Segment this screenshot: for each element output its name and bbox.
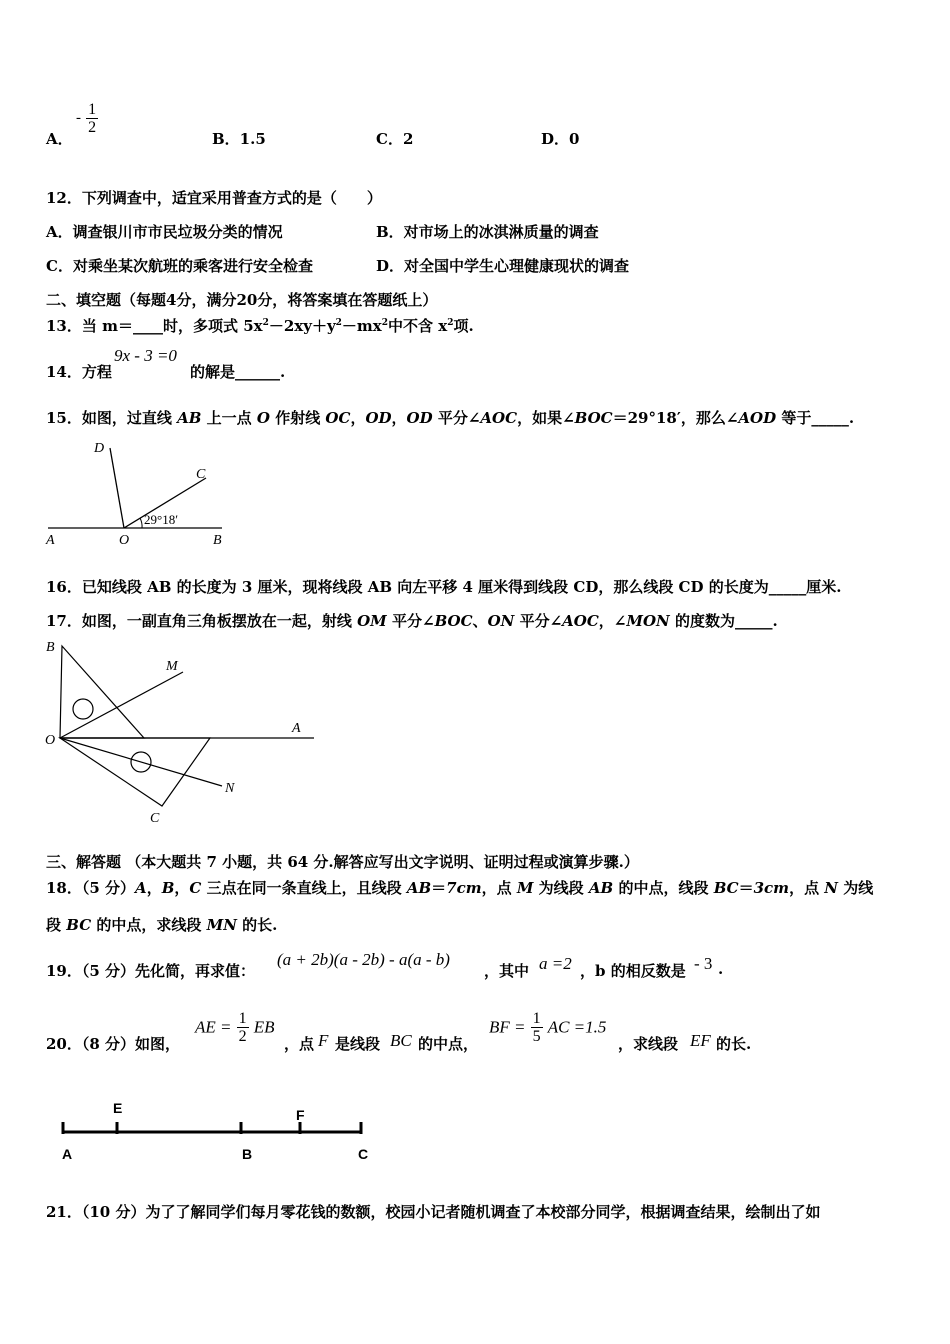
q20-label-c: C [358,1146,369,1162]
q20-text-4: ，求线段 [618,1035,679,1053]
q20-equation-1: AE = $\frac{1}{2}$ EB [195,1010,275,1045]
q17-label-b: B [46,640,55,655]
q11-option-d: D．0 [541,130,580,148]
q15-label-d: D [94,441,105,456]
q15-stem: 15．如图，过直线 AB 上一点 O 作射线 OC，OD，OD 平分∠AOC，如果∠BOC＝29°18′，那么∠AOD 等于_____. [46,409,855,427]
q17-stem: 17．如图，一副直角三角板摆放在一起，射线 OM 平分∠BOC、ON 平分∠AOC，∠MON 的度数为_____. [46,612,778,630]
q12-option-b: B．对市场上的冰淇淋质量的调查 [376,223,599,241]
q20-text-1: ，点 [284,1035,315,1053]
q12-option-c: C．对乘坐某次航班的乘客进行安全检查 [46,257,313,275]
q13: 13．当 m＝____时，多项式 $5x^2-2xy+y^2-mx^2$中不含 $x^2$项. [46,317,474,335]
q19-prefix: 19．（5 分）先化简，再求值： [46,962,256,980]
q20-label-f: F [296,1107,305,1123]
section-2-heading: 二、填空题（每题4分，满分20分，将答案填在答题纸上） [46,291,438,309]
q20-label-b: B [242,1146,253,1162]
q20-text-5: 的长. [716,1035,752,1053]
q20-text-2: 是线段 [335,1035,381,1053]
q18-line-1: 18．（5 分）A，B，C 三点在同一条直线上，且线段 AB＝7cm，点 M 为线段 AB 的中点，线段 BC＝3cm，点 N 为线 [46,879,874,897]
q17-label-a: A [292,721,301,736]
q20-text-3: 的中点， [418,1035,479,1053]
fraction: $\frac{1}{2}$ [238,1010,247,1045]
q20-equation-2: BF = $\frac{1}{5}$ AC =1.5 [489,1010,607,1045]
q15-label-c: C [196,467,206,482]
q21: 21．（10 分）为了了解同学们每月零花钱的数额，校园小记者随机调查了本校部分同学，根据调查结果，绘制出了如 [46,1203,821,1221]
q14-prefix: 14．方程 [46,363,112,381]
q17-label-m: M [166,659,178,674]
section-3-heading: 三、解答题 （本大题共 7 小题，共 64 分.解答应写出文字说明、证明过程或演算步骤.） [46,853,639,871]
q20-var-f: F [318,1031,329,1050]
q19-end: . [718,960,724,978]
q11-option-a: A． [46,130,73,148]
q20-var-ef: EF [690,1031,711,1050]
q15-label-o: O [119,533,130,548]
q14-equation: 9x - 3 =0 [114,346,177,365]
q19-condition: a =2 [539,954,572,973]
q16: 16．已知线段 AB 的长度为 3 厘米，现将线段 AB 向左平移 4 厘米得到线段 CD，那么线段 CD 的长度为_____厘米. [46,578,842,596]
q18-line-2: 段 BC 的中点，求线段 MN 的长. [46,916,278,934]
q12-stem: 12．下列调查中，适宜采用普查方式的是（ ） [46,189,382,207]
q19-expression: (a + 2b)(a - 2b) - a(a - b) [277,950,450,969]
q19-mid-2: ，b 的相反数是 [580,962,686,980]
q15-label-angle: 29°18′ [144,512,179,527]
q12-option-a: A．调查银川市市民垃圾分类的情况 [46,223,283,241]
q14-suffix: 的解是______. [190,363,286,381]
q11-option-a-value: - $\frac{1}{2}$ [76,101,97,136]
q19-value: - 3 [694,954,713,973]
q15-label-a: A [46,533,55,548]
q12-option-d: D．对全国中学生心理健康现状的调查 [376,257,630,275]
q20-prefix: 20．（8 分）如图， [46,1035,181,1053]
q20-var-bc: BC [390,1031,412,1050]
q11-option-c: C．2 [376,130,414,148]
q11-option-b: B．1.5 [212,130,266,148]
q17-label-o: O [45,733,56,748]
fraction: $\frac{1}{2}$ [88,101,97,136]
q19-mid: ，其中 [484,962,530,980]
q20-label-a: A [62,1146,73,1162]
fraction: $\frac{1}{5}$ [532,1010,541,1045]
q20-label-e: E [113,1100,123,1116]
q15-label-b: B [213,533,222,548]
q17-label-n: N [225,781,235,796]
q17-label-c: C [150,811,160,826]
